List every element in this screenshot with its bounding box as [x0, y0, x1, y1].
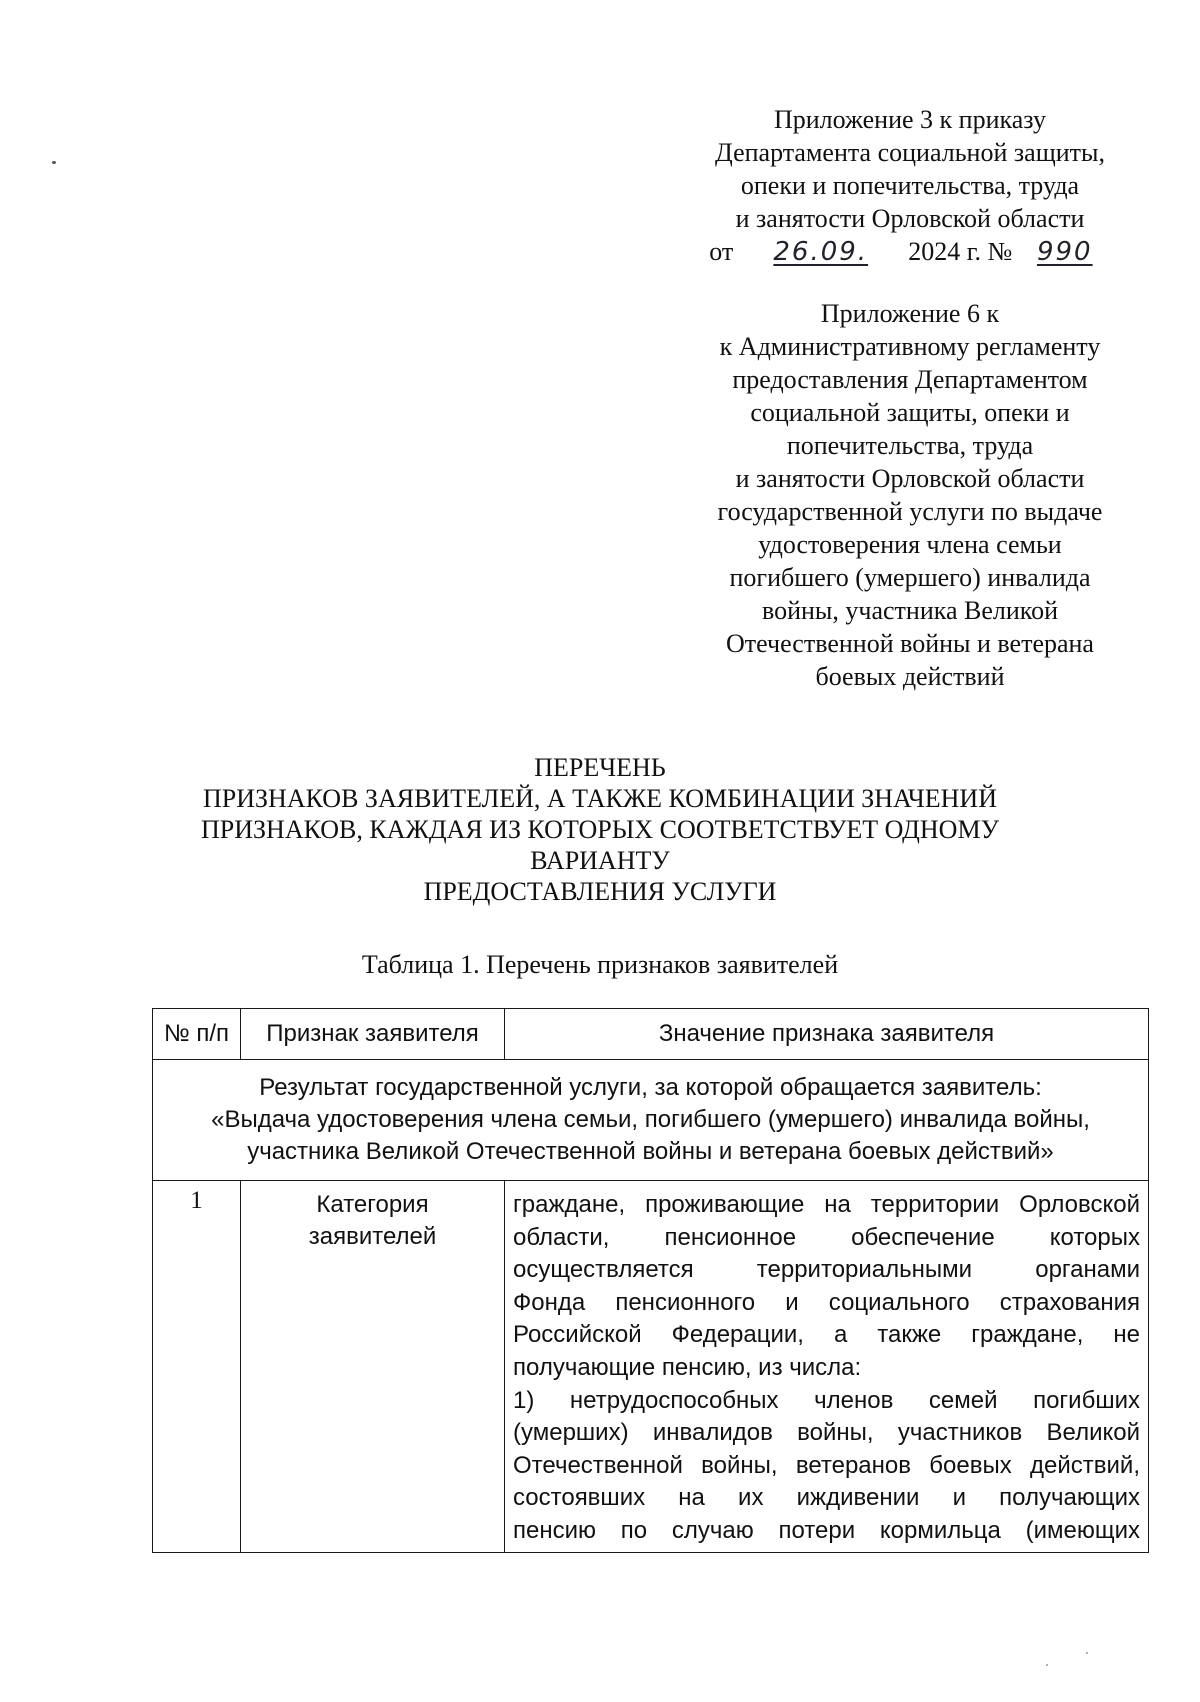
appendix-3-line: Приложение 3 к приказу: [773, 105, 1046, 134]
order-year: 2024 г. №: [908, 237, 1013, 266]
value-line: получающие пенсию, из числа:: [513, 1353, 862, 1381]
service-result-cell: [153, 1060, 1149, 1181]
handwritten-order-number: 990: [1036, 237, 1093, 267]
result-line: участника Великой Отечественной войны и ветерана боевых действий»: [247, 1138, 1054, 1165]
appendix-6-line: войны, участника Великой: [761, 596, 1059, 625]
appendix-6-line: социальной защиты, опеки и: [750, 398, 1070, 427]
value-line: Фонда пенсионного и социального страхования: [513, 1288, 1140, 1316]
appendix-6-line: Отечественной войны и ветерана: [726, 629, 1094, 658]
value-line: состоявших на их иждивении и получающих: [513, 1484, 1140, 1512]
appendix-6-line: предоставления Департаментом: [732, 365, 1088, 394]
order-prefix: от: [709, 237, 734, 266]
heading-line: ПРИЗНАКОВ, КАЖДАЯ ИЗ КОТОРЫХ СООТВЕТСТВУЕТ ОДНОМУ: [201, 815, 999, 844]
result-line: «Выдача удостоверения члена семьи, погибшего (умершего) инвалида войны,: [211, 1106, 1090, 1133]
row-attribute-cell: [241, 1181, 505, 1553]
header-number: № п/п: [153, 1009, 241, 1060]
table-result-row: [153, 1060, 1149, 1181]
appendix-3-block: [670, 103, 1150, 269]
appendix-6-line: удостоверения члена семьи: [758, 530, 1062, 559]
appendix-6-line: и занятости Орловской области: [735, 464, 1085, 493]
heading-line: ПРИЗНАКОВ ЗАЯВИТЕЛЕЙ, А ТАКЖЕ КОМБИНАЦИИ ЗНАЧЕНИЙ: [203, 784, 997, 813]
appendix-6-line: попечительства, труда: [786, 431, 1034, 460]
value-line: 1) нетрудоспособных членов семей погибших: [513, 1386, 1140, 1414]
value-line: Отечественной войны, ветеранов боевых действий,: [513, 1451, 1140, 1479]
appendix-3-line: опеки и попечительства, труда: [740, 171, 1080, 200]
appendix-6-line: государственной услуги по выдаче: [717, 497, 1103, 526]
value-line: осуществляется территориальными органами: [513, 1256, 1140, 1284]
scan-speck: [1046, 1664, 1048, 1666]
appendix-6-line: к Административному регламенту: [719, 332, 1101, 361]
value-line: (умерших) инвалидов войны, участников Великой: [513, 1419, 1140, 1447]
heading-line: ВАРИАНТУ: [530, 846, 670, 875]
appendix-3-line: Департамента социальной защиты,: [715, 138, 1105, 167]
result-line: Результат государственной услуги, за которой обращается заявитель:: [259, 1074, 1042, 1101]
row-value-cell: [505, 1181, 1149, 1553]
header-value: Значение признака заявителя: [505, 1009, 1149, 1060]
applicant-attributes-table: [152, 1008, 1149, 1553]
handwritten-order-date: 26.09.: [773, 237, 869, 267]
appendix-6-line: Приложение 6 к: [820, 299, 1000, 328]
scan-speck: [1086, 1652, 1088, 1654]
value-line: граждане, проживающие на территории Орловской: [513, 1191, 1140, 1218]
attribute-line: Категория: [316, 1191, 429, 1218]
order-date-line: [670, 235, 1150, 269]
table-row: [153, 1181, 1149, 1553]
document-heading: [150, 752, 1050, 907]
appendix-6-block: [670, 297, 1150, 693]
row-number-cell: 1: [153, 1181, 241, 1553]
value-line: области, пенсионное обеспечение которых: [513, 1223, 1140, 1251]
header-attribute: Признак заявителя: [241, 1009, 505, 1060]
table-header-row: [153, 1009, 1149, 1060]
scan-speck: [52, 161, 56, 164]
value-line: Российской Федерации, а также граждане, не: [513, 1321, 1140, 1349]
heading-line: ПРЕДОСТАВЛЕНИЯ УСЛУГИ: [423, 877, 777, 906]
value-line: пенсию по случаю потери кормильца (имеющих: [513, 1516, 1140, 1544]
attribute-line: заявителей: [308, 1223, 437, 1250]
appendix-3-line: и занятости Орловской области: [735, 204, 1085, 233]
appendix-6-line: погибшего (умершего) инвалида: [729, 563, 1091, 592]
table-caption: Таблица 1. Перечень признаков заявителей: [361, 950, 839, 979]
heading-line: ПЕРЕЧЕНЬ: [534, 753, 666, 782]
appendix-6-line: боевых действий: [815, 662, 1005, 691]
